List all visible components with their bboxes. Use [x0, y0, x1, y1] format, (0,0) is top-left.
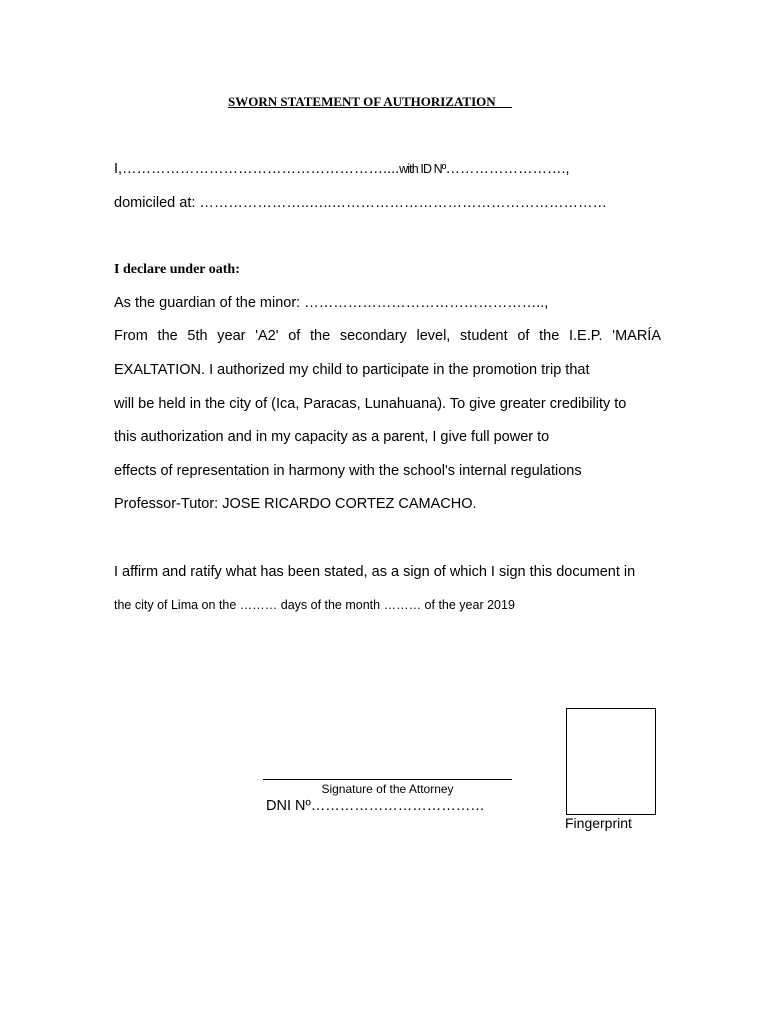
document-title: SWORN STATEMENT OF AUTHORIZATION — [228, 94, 512, 109]
domicile-line: domiciled at: …………………..…..………………………………………………… — [114, 195, 608, 211]
id-label: with ID Nº — [399, 162, 446, 176]
date-line: the city of Lima on the ……… days of the month ……… of the year 2019 — [114, 598, 515, 612]
name-blank: I,……………………………………………….... — [114, 161, 400, 177]
identity-line — [114, 160, 570, 178]
guardian-line: As the guardian of the minor: ………………………………………….., — [114, 295, 549, 311]
body-line-3: will be held in the city of (Ica, Paracas, Lunahuana). To give greater credibility to — [114, 396, 627, 412]
declare-heading: I declare under oath: — [114, 262, 240, 277]
signature-line — [263, 779, 512, 780]
fingerprint-box — [566, 708, 656, 815]
dni-line: DNI Nº……………………………… — [266, 798, 485, 814]
affirm-line: I affirm and ratify what has been stated, as a sign of which I sign this document in — [114, 564, 636, 580]
signature-label: Signature of the Attorney — [321, 782, 454, 796]
body-line-4: this authorization and in my capacity as a parent, I give full power to — [114, 429, 550, 445]
fingerprint-label: Fingerprint — [565, 815, 632, 831]
id-blank: ……………………., — [445, 161, 570, 177]
body-line-2: EXALTATION. I authorized my child to participate in the promotion trip that — [114, 362, 590, 378]
body-line-5: effects of representation in harmony with the school's internal regulations — [114, 463, 582, 479]
body-line-1: From the 5th year 'A2' of the secondary level, student of the I.E.P. 'MARÍA — [114, 328, 661, 344]
tutor-line: Professor-Tutor: JOSE RICARDO CORTEZ CAMACHO. — [114, 496, 477, 512]
